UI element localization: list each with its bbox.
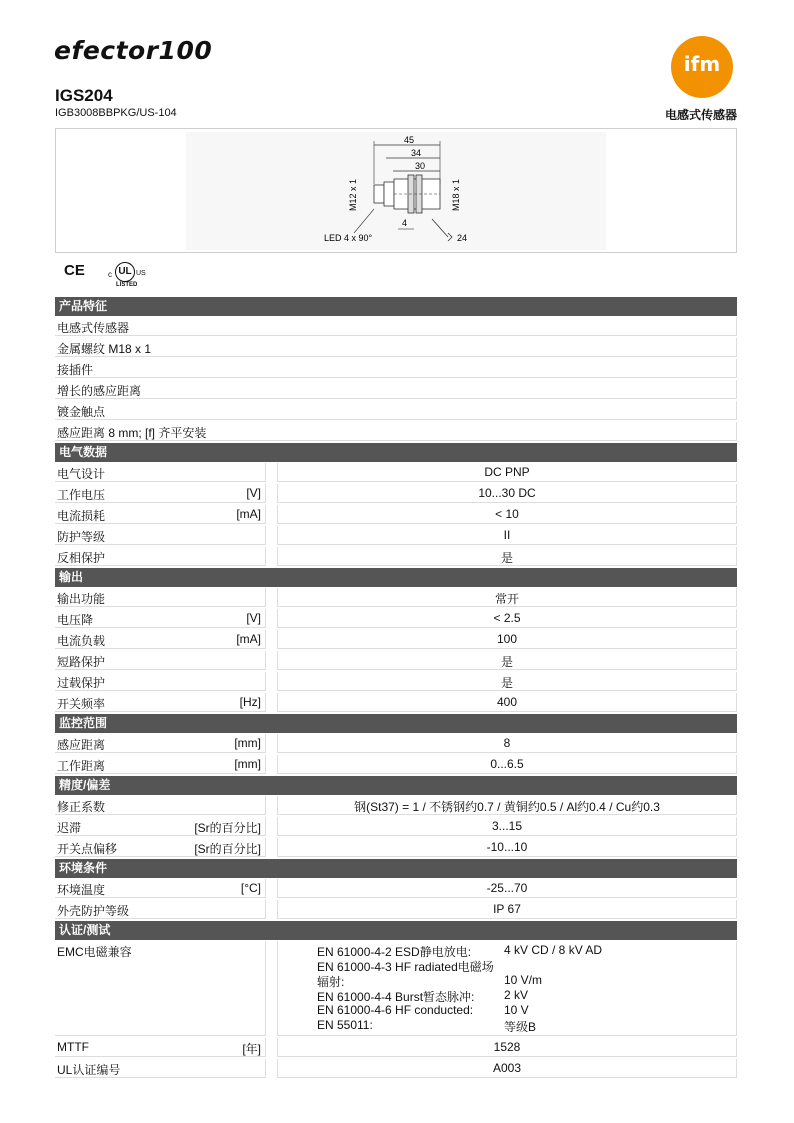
emc-level: 4 kV CD / 8 kV AD <box>504 943 603 957</box>
spec-row <box>55 483 737 504</box>
spec-label: 电流损耗 <box>57 509 106 523</box>
spec-row <box>55 837 737 858</box>
spec-label: 修正系数 <box>57 800 106 814</box>
section-header-output: 输出 <box>55 568 737 587</box>
emc-standard: EN 61000-4-3 HF radiated电磁场 <box>317 960 494 974</box>
spec-row <box>55 899 737 920</box>
spec-label: 开关点偏移 <box>57 842 118 856</box>
feature-text: 感应距离 8 mm; [f] 齐平安装 <box>57 426 207 440</box>
spec-unit: [mA] <box>236 507 261 521</box>
dim-34: 34 <box>411 148 422 158</box>
led-label: LED 4 x 90° <box>324 233 373 243</box>
spec-row <box>55 795 737 816</box>
spec-value: 8 <box>503 736 511 750</box>
spec-row <box>55 462 737 483</box>
electrical-rows <box>55 462 737 567</box>
spec-label: 工作距离 <box>57 759 106 773</box>
spec-unit: [年] <box>242 1042 261 1056</box>
spec-value: 100 <box>496 632 518 646</box>
logo-text: ifm <box>683 52 721 76</box>
spec-label: 反相保护 <box>57 551 106 565</box>
spec-label: 防护等级 <box>57 530 106 544</box>
spec-value: 是 <box>500 676 513 690</box>
spec-row <box>55 671 737 692</box>
approvals-rows <box>55 1037 737 1079</box>
product-category: 电感式传感器 <box>664 108 737 122</box>
emc-standard: 辐射: <box>317 975 345 989</box>
spec-row <box>55 629 737 650</box>
emc-standard: EN 61000-4-6 HF conducted: <box>317 1003 474 1017</box>
feature-row <box>55 400 737 421</box>
monitoring-rows <box>55 733 737 775</box>
feature-row <box>55 358 737 379</box>
spec-label: 电气设计 <box>57 467 106 481</box>
feature-text: 镀金触点 <box>57 405 106 419</box>
spec-label: 迟滞 <box>57 821 82 835</box>
emc-level: 10 V <box>504 1003 529 1017</box>
spec-label: 过载保护 <box>57 676 106 690</box>
section-header-monitoring: 监控范围 <box>55 714 737 733</box>
article-code: IGB3008BBPKG/US-104 <box>55 107 177 119</box>
spec-row <box>55 504 737 525</box>
spec-value: 0...6.5 <box>490 757 524 771</box>
spec-unit: [mm] <box>234 736 261 750</box>
emc-standard: EN 55011: <box>317 1018 373 1032</box>
spec-value: 400 <box>496 695 518 709</box>
spec-value: < 10 <box>495 507 519 521</box>
model-title: IGS204 <box>55 86 113 105</box>
spec-table <box>55 296 737 1079</box>
spec-label: 电流负载 <box>57 634 106 648</box>
ifm-logo <box>671 36 733 98</box>
spec-value: 是 <box>500 655 513 669</box>
feature-row <box>55 337 737 358</box>
dim-m12: M12 x 1 <box>348 178 358 211</box>
emc-level: 等级B <box>504 1020 537 1034</box>
brand-wordmark: efector100 <box>54 36 213 65</box>
spec-label: 输出功能 <box>57 592 106 606</box>
spec-row <box>55 608 737 629</box>
spec-unit: [°C] <box>240 881 261 895</box>
ul-circle: UL <box>115 262 135 282</box>
feature-row <box>55 379 737 400</box>
section-header-accuracy: 精度/偏差 <box>55 776 737 795</box>
spec-row <box>55 754 737 775</box>
emc-standard: EN 61000-4-4 Burst暂态脉冲: <box>317 990 475 1004</box>
spec-label: UL认证编号 <box>57 1063 121 1077</box>
accuracy-rows <box>55 795 737 858</box>
spec-label: 开关频率 <box>57 697 106 711</box>
spec-unit: [mA] <box>236 632 261 646</box>
dim-24: 24 <box>457 233 468 243</box>
spec-value: A003 <box>492 1061 522 1075</box>
spec-value: -25...70 <box>486 881 528 895</box>
spec-row <box>55 692 737 713</box>
dim-m18: M18 x 1 <box>451 178 461 211</box>
emc-level: 10 V/m <box>504 973 543 987</box>
feature-text: 电感式传感器 <box>57 321 130 335</box>
spec-row <box>55 733 737 754</box>
feature-text: 金属螺纹 M18 x 1 <box>57 342 152 356</box>
feature-text: 增长的感应距离 <box>57 384 142 398</box>
section-header-electrical: 电气数据 <box>55 443 737 462</box>
spec-row <box>55 1058 737 1079</box>
emc-standard: EN 61000-4-2 ESD静电放电: <box>317 945 472 959</box>
spec-label: 电压降 <box>57 613 94 627</box>
spec-value: 钢(St37) = 1 / 不锈钢约0.7 / 黄铜约0.5 / Al约0.4 / Cu约0.3 <box>354 800 660 814</box>
spec-label: 环境温度 <box>57 883 106 897</box>
environment-rows <box>55 878 737 920</box>
ul-listed: LISTED <box>116 282 138 288</box>
spec-row <box>55 650 737 671</box>
spec-unit: [Sr的百分比] <box>194 821 261 835</box>
spec-value: 是 <box>500 551 513 565</box>
spec-row <box>55 1037 737 1058</box>
dim-30: 30 <box>415 161 426 171</box>
spec-label: 感应距离 <box>57 738 106 752</box>
spec-label: MTTF <box>57 1040 89 1054</box>
emc-label: EMC电磁兼容 <box>57 945 132 959</box>
ul-c: c <box>108 270 112 279</box>
feature-row <box>55 421 737 442</box>
spec-value: 10...30 DC <box>478 486 536 500</box>
spec-label: 工作电压 <box>57 488 106 502</box>
spec-row <box>55 816 737 837</box>
features-list <box>55 316 737 442</box>
spec-unit: [Sr的百分比] <box>194 842 261 856</box>
feature-row <box>55 316 737 337</box>
output-rows <box>55 587 737 713</box>
spec-value: DC PNP <box>484 465 530 479</box>
spec-value: < 2.5 <box>493 611 521 625</box>
feature-text: 接插件 <box>57 363 94 377</box>
spec-row <box>55 546 737 567</box>
section-header-environment: 环境条件 <box>55 859 737 878</box>
spec-row <box>55 587 737 608</box>
spec-value: 3...15 <box>491 819 523 833</box>
emc-row <box>55 940 737 1037</box>
spec-value: -10...10 <box>486 840 528 854</box>
spec-value: 常开 <box>494 592 519 606</box>
spec-row <box>55 878 737 899</box>
section-header-features: 产品特征 <box>55 297 737 316</box>
spec-unit: [Hz] <box>239 695 261 709</box>
ce-mark: CE <box>64 262 85 279</box>
dim-4: 4 <box>402 218 408 228</box>
spec-value: II <box>503 528 511 542</box>
emc-level: 2 kV <box>504 988 529 1002</box>
spec-value: IP 67 <box>493 902 521 916</box>
ul-us: US <box>136 270 146 277</box>
sensor-drawing-svg <box>56 129 736 252</box>
spec-label: 外壳防护等级 <box>57 904 130 918</box>
spec-unit: [mm] <box>234 757 261 771</box>
dimension-drawing <box>55 128 737 253</box>
spec-label: 短路保护 <box>57 655 106 669</box>
spec-unit: [V] <box>246 611 261 625</box>
spec-value: 1528 <box>493 1040 521 1054</box>
spec-row <box>55 525 737 546</box>
ul-listed-mark <box>108 262 178 288</box>
spec-unit: [V] <box>246 486 261 500</box>
section-header-approvals: 认证/测试 <box>55 921 737 940</box>
dim-45: 45 <box>404 135 415 145</box>
